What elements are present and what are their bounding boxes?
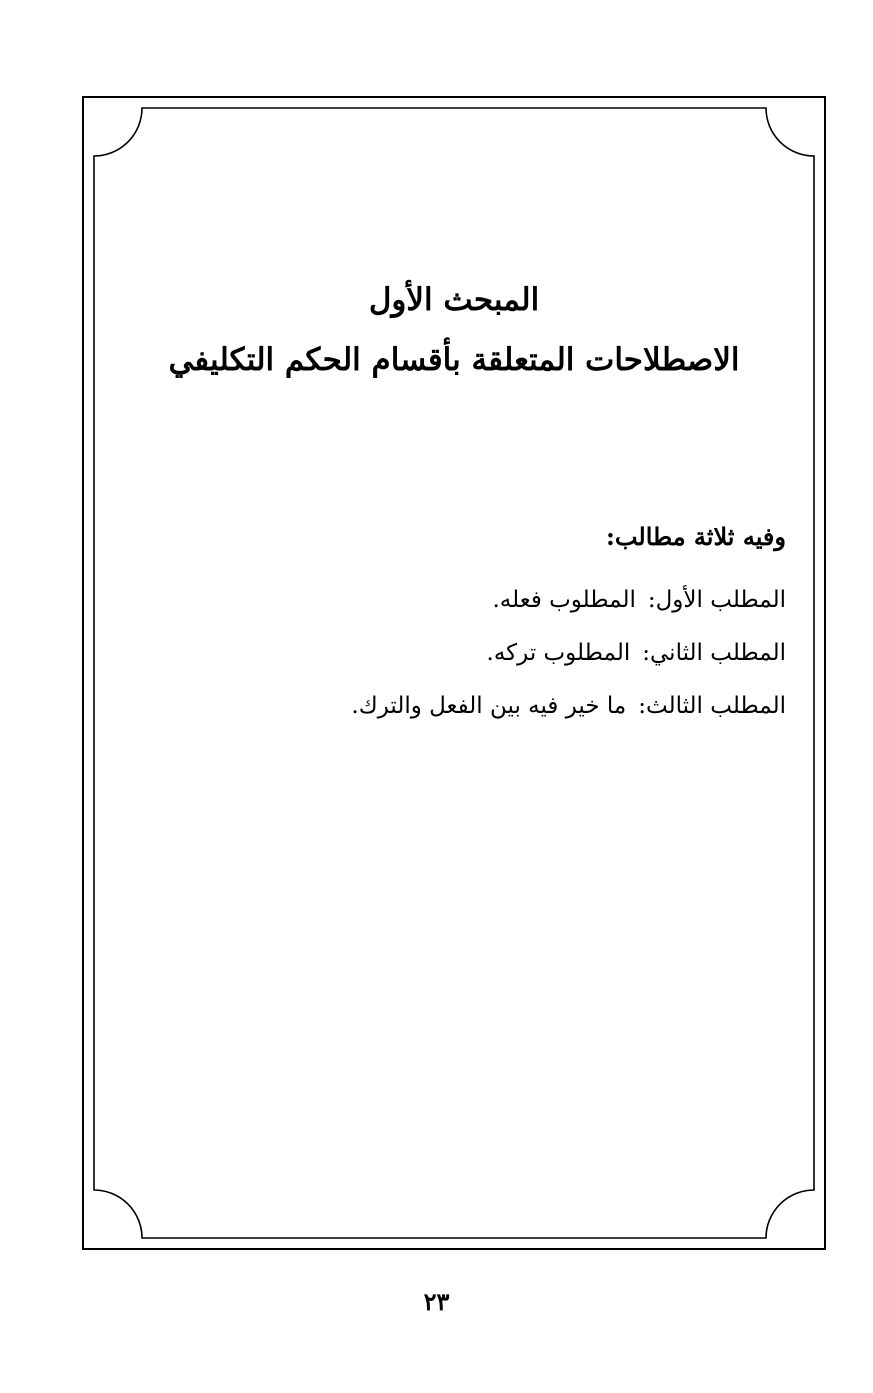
- page-number: ٢٣: [423, 1287, 450, 1316]
- page-content: [82, 96, 826, 1250]
- sections-intro: وفيه ثلاثة مطالب:: [605, 522, 786, 551]
- section-label: المطلب الثالث:: [638, 693, 786, 719]
- chapter-title: المبحث الأول: [368, 282, 540, 318]
- section-label: المطلب الأول:: [647, 587, 786, 613]
- section-item-1: [351, 574, 786, 627]
- section-item-3: [351, 680, 786, 733]
- section-label: المطلب الثاني:: [642, 640, 786, 666]
- chapter-subtitle: الاصطلاحات المتعلقة بأقسام الحكم التكليفي: [168, 342, 740, 378]
- sections-list: [351, 574, 786, 733]
- section-text: المطلوب تركه.: [486, 640, 631, 666]
- section-text: ما خير فيه بين الفعل والترك.: [351, 693, 627, 719]
- section-item-2: [351, 627, 786, 680]
- section-text: المطلوب فعله.: [492, 587, 636, 613]
